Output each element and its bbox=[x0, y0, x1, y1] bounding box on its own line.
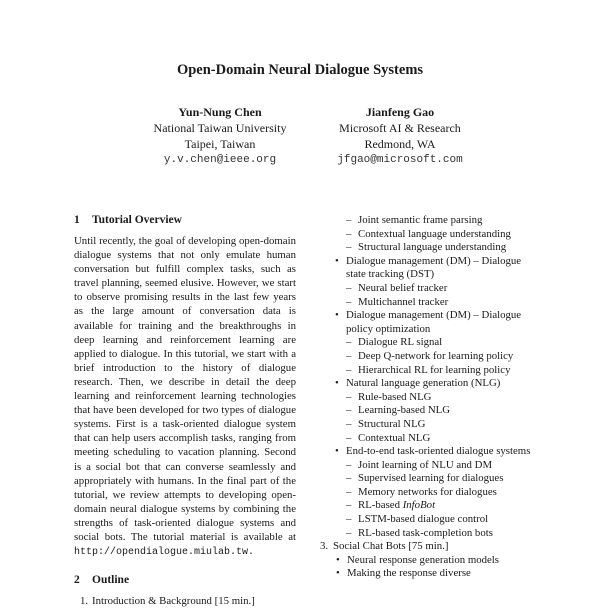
outline-subitem: – Rule-based NLG bbox=[312, 391, 542, 405]
outline-subitem: – Deep Q-network for learning policy bbox=[312, 350, 542, 364]
outline-bullet-e2e: • End-to-end task-oriented dialogue systems bbox=[312, 445, 542, 459]
author-email: jfgao@microsoft.com bbox=[337, 154, 463, 166]
outline-subitem: – Structural language understanding bbox=[312, 241, 542, 255]
subitem-emphasis: InfoBot bbox=[402, 499, 436, 512]
section-heading-overview bbox=[74, 214, 296, 226]
outline-subitem: – Contextual language understanding bbox=[312, 228, 542, 242]
section-title: Outline bbox=[92, 574, 130, 587]
author-affiliation: National Taiwan University bbox=[153, 121, 287, 135]
section-title: Tutorial Overview bbox=[92, 214, 182, 226]
author-name: Jianfeng Gao bbox=[365, 105, 435, 119]
author-block-2 bbox=[290, 104, 510, 168]
outline-item-number: 3. bbox=[320, 540, 329, 553]
author-email: y.v.chen@ieee.org bbox=[163, 154, 277, 166]
outline-item-text: Introduction & Background [15 min.] bbox=[92, 595, 255, 608]
author-affiliation: Microsoft AI & Research bbox=[339, 121, 461, 135]
outline-subitem: – Neural belief tracker bbox=[312, 282, 542, 296]
outline-bullet-policy: • Dialogue management (DM) – Dialogue policy optimization bbox=[312, 309, 542, 336]
outline-subitem: – Joint semantic frame parsing bbox=[312, 214, 542, 228]
section-number: 2 bbox=[74, 574, 80, 587]
outline-subitem: – Multichannel tracker bbox=[312, 296, 542, 310]
outline-bullet-nlg: • Natural language generation (NLG) bbox=[312, 377, 542, 391]
right-column bbox=[312, 214, 542, 581]
tutorial-url: http://opendialogue.miulab.tw. bbox=[74, 547, 255, 559]
outline-subitem: – Supervised learning for dialogues bbox=[312, 472, 542, 486]
author-name: Yun-Nung Chen bbox=[178, 105, 262, 119]
subitem-prefix: RL-based bbox=[358, 499, 403, 512]
outline-subitem: – Dialogue RL signal bbox=[312, 336, 542, 350]
outline-item-social bbox=[312, 540, 542, 554]
outline-subitem: – Joint learning of NLU and DM bbox=[312, 459, 542, 473]
outline-item-text: Social Chat Bots [75 min.] bbox=[333, 540, 449, 553]
outline-subitem-infobot bbox=[312, 499, 542, 513]
author-location: Taipei, Taiwan bbox=[184, 137, 256, 151]
outline-subitem: – Memory networks for dialogues bbox=[312, 486, 542, 500]
overview-paragraph bbox=[74, 234, 296, 560]
outline-subitem: – RL-based task-completion bots bbox=[312, 527, 542, 541]
paper-title: Open-Domain Neural Dialogue Systems bbox=[176, 62, 424, 78]
overview-text: Until recently, the goal of developing open-domain dialogue systems that not only emulate human conversation but fulfill complex tasks, such as travel planning, seemed elusive. However, we start to observe promising results in the last few years as the large amount of conversation data is available for training and the breakthroughs in deep learning and reinforcement learning are applied to dialogue. In this tutorial, we start with a brief introduction to the history of dialogue research. Then, we describe in detail the deep learning and reinforcement learning technologies that have been developed for two types of dialogue systems. First is a task-oriented dialogue system that can help users accomplish tasks, ranging from meeting scheduling to vacation planning. Second is a social bot that can converse seamlessly and appropriately with humans. In the final part of the tutorial, we review attempts to developing open-domain neural dialogue systems by combining the strengths of task-oriented dialogue systems and social bots. The tutorial material is available at bbox=[74, 235, 296, 543]
section-number: 1 bbox=[74, 214, 80, 226]
author-location: Redmond, WA bbox=[364, 137, 436, 151]
outline-subitem: – Learning-based NLG bbox=[312, 404, 542, 418]
outline-subitem: – Structural NLG bbox=[312, 418, 542, 432]
outline-bullet: • Making the response diverse bbox=[312, 567, 542, 581]
outline-bullet-dst: • Dialogue management (DM) – Dialogue state tracking (DST) bbox=[312, 255, 542, 282]
outline-item bbox=[74, 594, 296, 608]
left-column bbox=[74, 214, 296, 608]
outline-item-number: 1. bbox=[80, 595, 89, 608]
outline-continued bbox=[312, 214, 542, 581]
outline-subitem: – Hierarchical RL for learning policy bbox=[312, 364, 542, 378]
outline-subitem: – LSTM-based dialogue control bbox=[312, 513, 542, 527]
outline-bullet: • Neural response generation models bbox=[312, 554, 542, 568]
section-heading-outline bbox=[74, 574, 296, 586]
outline-subitem: – Contextual NLG bbox=[312, 432, 542, 446]
